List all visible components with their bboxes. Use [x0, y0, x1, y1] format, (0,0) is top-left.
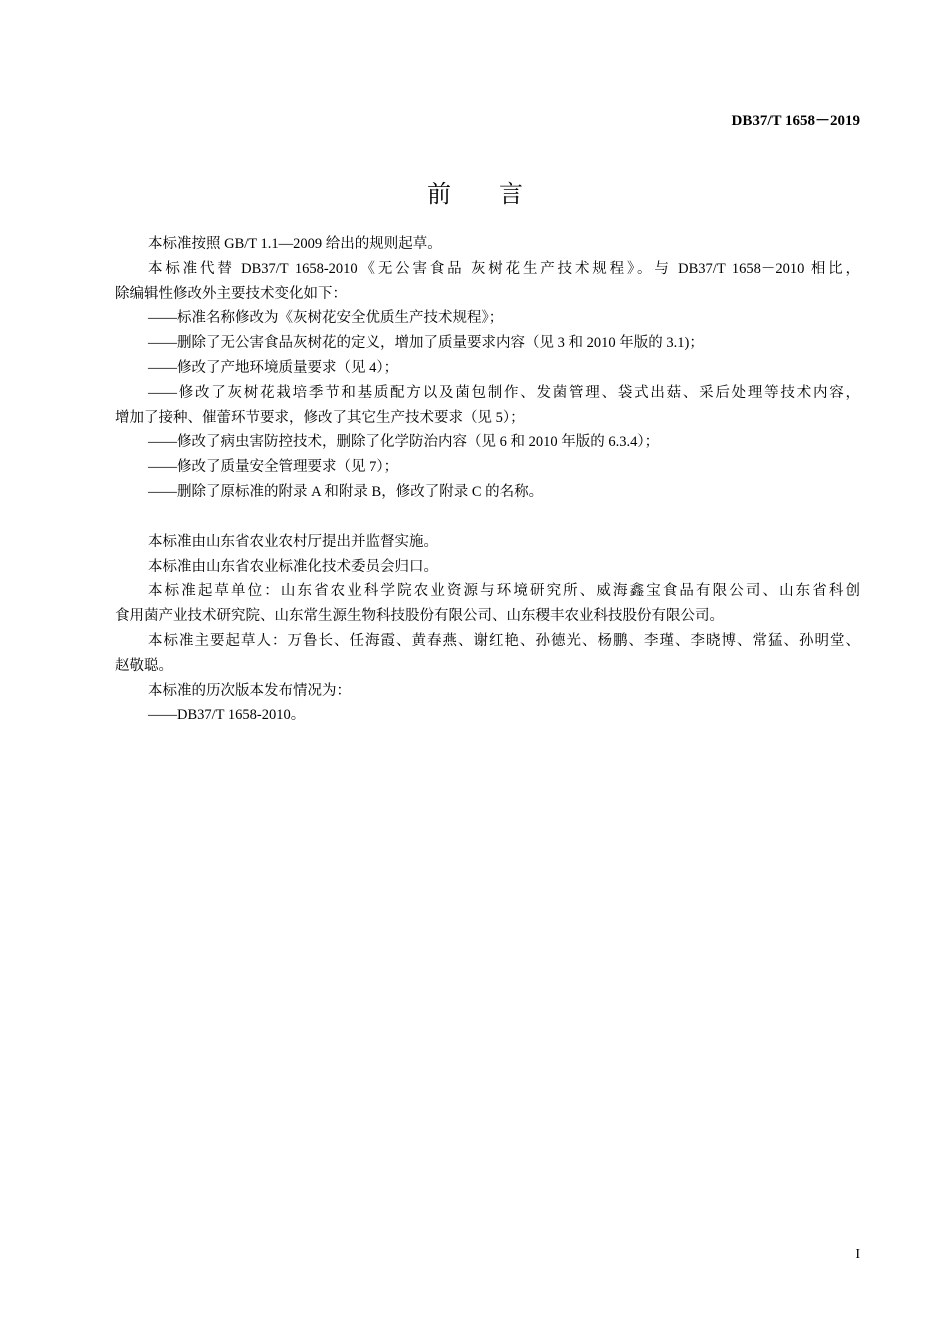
title-char: 言	[499, 182, 523, 208]
paragraph-line: 本标准按照 GB/T 1.1—2009 给出的规则起草。	[148, 236, 442, 252]
paragraph-line: 食用菌产业技术研究院、山东常生源生物科技股份有限公司、山东稷丰农业科技股份有限公司。	[115, 608, 724, 625]
paragraph-line: 本标准的历次版本发布情况为：	[148, 682, 351, 699]
title-char: 前	[427, 182, 451, 208]
list-item: ——修改了病虫害防控技术，删除了化学防治内容（见 6 和 2010 年版的 6.3.4）；	[148, 434, 660, 451]
paragraph-line: 赵敬聪。	[115, 657, 173, 674]
list-item: ——修改了质量安全管理要求（见 7）；	[148, 459, 399, 476]
paragraph-line: 本标准起草单位：山东省农业科学院农业资源与环境研究所、威海鑫宝食品有限公司、山东省科创	[148, 583, 860, 600]
paragraph-line: 除编辑性修改外主要技术变化如下：	[115, 285, 347, 302]
page-title	[0, 174, 950, 209]
list-item: ——删除了原标准的附录 A 和附录 B，修改了附录 C 的名称。	[148, 483, 544, 500]
paragraph-line: 本标准代替 DB37/T 1658-2010《无公害食品 灰树花生产技术规程》。与 DB37/T 1658－2010 相比，	[148, 260, 860, 277]
document-number: DB37/T 1658－2019	[731, 113, 860, 129]
page-number: I	[855, 1247, 860, 1262]
list-item: ——DB37/T 1658-2010。	[148, 707, 306, 724]
list-item: ——修改了灰树花栽培季节和基质配方以及菌包制作、发菌管理、袋式出菇、采后处理等技术内容，	[148, 384, 860, 401]
paragraph-line: 本标准主要起草人：万鲁长、任海霞、黄春燕、谢红艳、孙德光、杨鹏、李瑾、李晓博、常猛、孙明堂、	[148, 632, 860, 649]
paragraph-line: 本标准由山东省农业标准化技术委员会归口。	[148, 558, 438, 575]
list-item-continuation: 增加了接种、催蕾环节要求，修改了其它生产技术要求（见 5）；	[115, 409, 525, 426]
list-item: ——修改了产地环境质量要求（见 4）；	[148, 359, 399, 376]
foreword-body	[115, 232, 860, 728]
list-item: ——删除了无公害食品灰树花的定义，增加了质量要求内容（见 3 和 2010 年版的 3.1)；	[148, 335, 704, 352]
list-item: ——标准名称修改为《灰树花安全优质生产技术规程》；	[148, 310, 504, 327]
paragraph-line: 本标准由山东省农业农村厅提出并监督实施。	[148, 533, 438, 550]
